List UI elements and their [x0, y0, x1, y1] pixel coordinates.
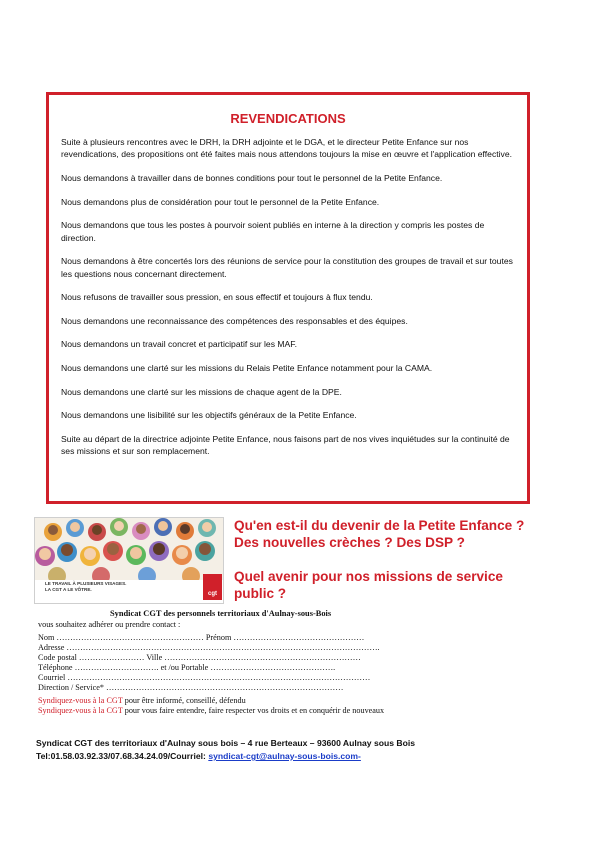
footer-address: Syndicat CGT des territoriaux d'Aulnay sous bois – 4 rue Berteaux – 93600 Aulnay sous Bois	[36, 738, 416, 748]
revendication-paragraph: Suite à plusieurs rencontres avec le DRH, la DRH adjointe et le DGA, et le directeur Petite Enfance sur nos revendications, des propositions ont été faites mais nous attendons toujours la mise en œuvre et l'application effective.	[61, 137, 512, 160]
form-field-direction: Direction / Service* ……………………………………………………………………………	[38, 683, 344, 692]
cgt-logo: cgt	[203, 574, 222, 600]
form-field-code-postal: Code postal …………………… Ville ………………………………………………………………	[38, 653, 361, 662]
revendications-title: REVENDICATIONS	[230, 111, 346, 126]
revendication-paragraph: Nous demandons à travailler dans de bonnes conditions pour tout le personnel de la Petite Enfance.	[61, 173, 443, 183]
revendication-paragraph: Suite au départ de la directrice adjointe Petite Enfance, nous faisons part de nos vives inquiétudes sur la continuité de ses missions et sur son remplacement.	[61, 433, 510, 457]
form-cta-entendre: Syndiquez-vous à la CGT pour vous faire entendre, faire respecter vos droits et en conquérir de nouveaux	[38, 706, 385, 715]
revendication-paragraph: Nous demandons une clarté sur les missions du Relais Petite Enfance notamment pour la CAMA.	[61, 362, 433, 373]
form-title: Syndicat CGT des personnels territoriaux d'Aulnay-sous-Bois	[110, 609, 332, 618]
revendications-box	[46, 92, 530, 504]
footer-contact: Tel:01.58.03.92.33/07.68.34.24.09/Courriel: syndicat-cgt@aulnay-sous-bois.com-	[36, 751, 361, 761]
form-field-adresse: Adresse …………………………………………………………………………………………………….	[38, 643, 380, 652]
revendication-paragraph: Nous demandons une clarté sur les missions de chaque agent de la DPE.	[61, 386, 342, 397]
form-cta-informe: Syndiquez-vous à la CGT pour être informé, conseillé, défendu	[38, 696, 246, 705]
revendication-paragraph: Nous demandons une reconnaissance des compétences des responsables et des équipes.	[61, 315, 408, 326]
revendication-paragraph: Nous demandons plus de considération pour tout le personnel de la Petite Enfance.	[61, 196, 380, 207]
form-field-telephone: Téléphone …………………………. et /ou Portable ……………………………………….	[38, 663, 336, 672]
faces-illustration	[35, 518, 224, 580]
form-field-nom: Nom ……………………………………………… Prénom …………………………………………	[38, 633, 365, 642]
revendication-paragraph: Nous refusons de travailler sous pression, en sous effectif et toujours à flux tendu.	[61, 292, 373, 303]
question-creches-dsp: Des nouvelles crèches ? Des DSP ?	[234, 535, 465, 550]
revendication-paragraph: Nous demandons que tous les postes à pourvoir soient publiés en interne à la direction y compris les postes de direction.	[61, 220, 485, 243]
banner-caption: LE TRAVAIL À PLUSIEURS VISAGES. LA CGT A LE VÔTRE.	[45, 581, 127, 592]
question-missions-cont: public ?	[234, 586, 287, 601]
form-intro: vous souhaitez adhérer ou prendre contact :	[38, 620, 181, 629]
revendication-paragraph: Nous demandons à être concertés lors des réunions de service pour la constitution des groupes de travail et sur toutes les questions nous concernant directement.	[61, 256, 513, 279]
revendication-paragraph: Nous demandons un travail concret et participatif sur les MAF.	[61, 339, 297, 350]
cgt-faces-banner	[34, 517, 224, 604]
revendication-paragraph: Nous demandons une lisibilité sur les objectifs généraux de la Petite Enfance.	[61, 410, 357, 421]
form-field-courriel: Courriel …………………………………………………………………………………………………	[38, 673, 371, 682]
footer-email-link[interactable]: syndicat-cgt@aulnay-sous-bois.com-	[208, 751, 361, 761]
question-missions: Quel avenir pour nos missions de service	[234, 569, 503, 584]
question-petite-enfance: Qu'en est-il du devenir de la Petite Enfance ?	[234, 518, 525, 533]
